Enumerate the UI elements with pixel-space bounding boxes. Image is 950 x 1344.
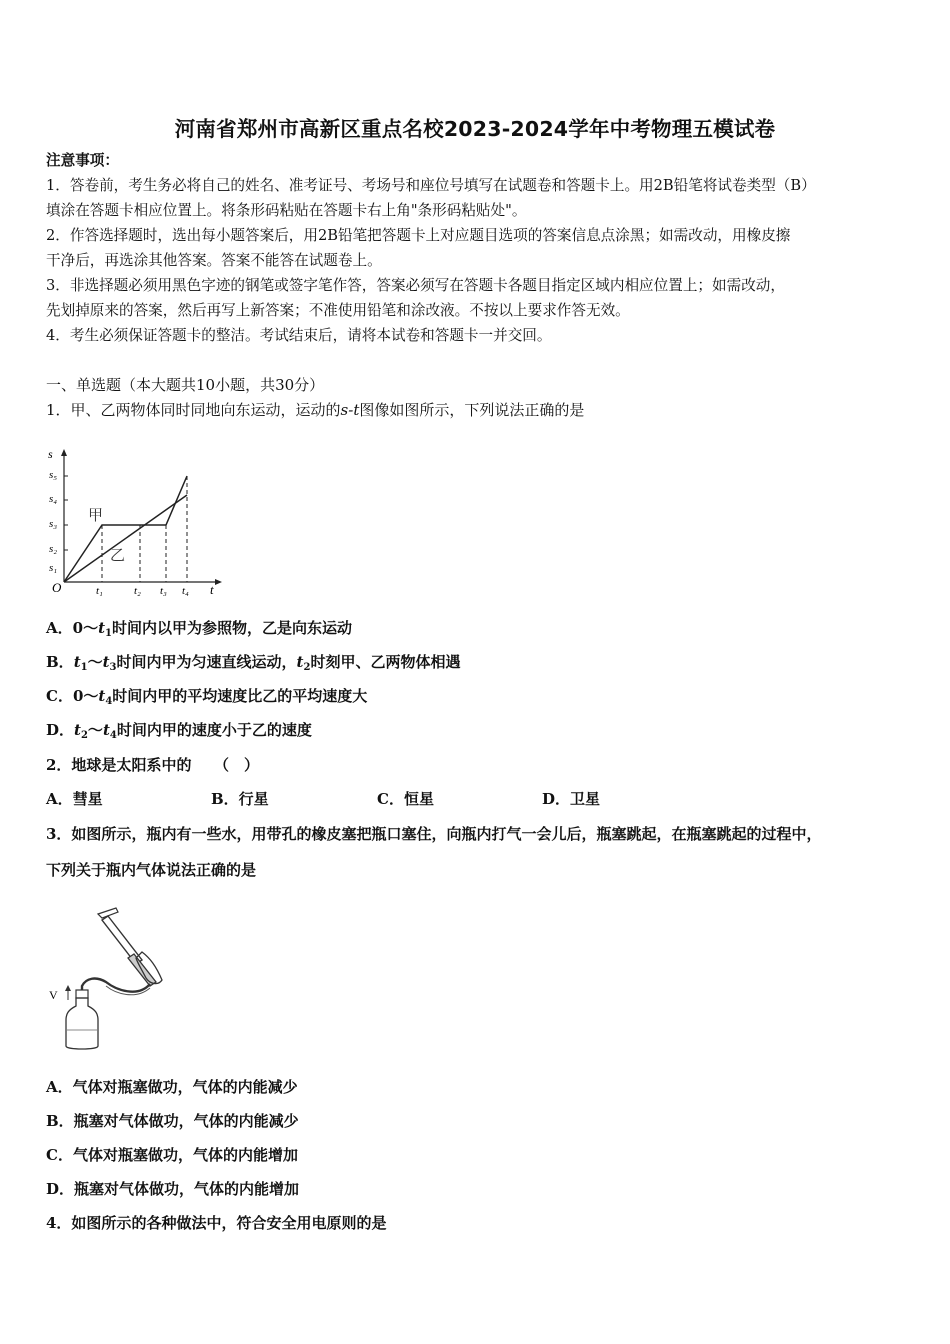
q2-option-b: B．行星 [211,790,269,808]
tick-t4: t₄ [182,585,189,596]
question-4-stem: 4．如图所示的各种做法中，符合安全用电原则的是 [46,1214,387,1232]
question-2-stem: 2．地球是太阳系中的 （ ） [46,756,259,774]
opt-b-post: 时刻甲、乙两物体相遇 [310,653,461,671]
figure-label-v: V [49,988,58,1002]
notice-line: 4．考生必须保证答题卡的整洁。考试结束后，请将本试卷和答题卡一并交回。 [46,327,552,344]
notice-line: 3．非选择题必须用黑色字迹的钢笔或签字笔作答，答案必须写在答题卡各题目指定区域内相应位置上；如需改动， [46,277,785,294]
q1-option-c [46,685,367,707]
opt-c-sub: 4 [105,696,113,707]
opt-b-pre: B． [46,653,74,671]
q1-var: s-t [340,401,360,419]
q2-option-c: C．恒星 [377,790,434,808]
opt-b-sub3: 2 [303,662,311,673]
opt-b-mid2: 时间内甲为匀速直线运动， [116,653,297,671]
origin-label: O [52,580,62,595]
q1-option-b [46,651,460,673]
opt-d-pre: D． [46,721,75,739]
line-jia [64,476,187,582]
opt-c-t: t [98,687,106,705]
opt-c-post: 时间内甲的平均速度比乙的平均速度大 [112,687,368,705]
q1-prefix: 1．甲、乙两物体同时同地向东运动，运动的 [46,401,341,419]
line-yi [64,495,187,582]
q2-option-a: A．彗星 [46,790,103,808]
q1-option-a [46,617,352,639]
axis-label-s: s [48,448,53,461]
opt-d-t2: t [102,721,110,739]
q3-option-a: A．气体对瓶塞做功，气体的内能减少 [46,1078,298,1096]
opt-b-mid1: ～ [87,653,103,671]
q3-option-b: B．瓶塞对气体做功，气体的内能减少 [46,1112,299,1130]
q2-option-d: D．卫星 [542,790,601,808]
opt-d-mid: ～ [87,721,103,739]
axis-label-t: t [210,582,214,596]
q3-option-c: C．气体对瓶塞做功，气体的内能增加 [46,1146,298,1164]
q1-suffix: 图像如图所示，下列说法正确的是 [359,401,585,419]
q3-option-d: D．瓶塞对气体做功，气体的内能增加 [46,1180,300,1198]
tick-t1: t₁ [96,585,103,596]
question-3-stem-line2: 下列关于瓶内气体说法正确的是 [46,861,257,879]
tick-s2: s₂ [49,543,58,555]
question-3-stem-line1: 3．如图所示，瓶内有一些水，用带孔的橡皮塞把瓶口塞住，向瓶内打气一会儿后，瓶塞跳起，在瓶塞跳起的过程中， [46,825,822,843]
opt-b-sub1: 1 [80,662,88,673]
opt-a-pre: A．0～ [46,619,99,637]
section-heading: 一、单选题（本大题共10小题，共30分） [46,376,325,394]
notice-line: 干净后，再选涂其他答案。答案不能答在试题卷上。 [46,252,382,269]
opt-c-pre: C．0～ [46,687,99,705]
opt-d-post: 时间内甲的速度小于乙的速度 [116,721,312,739]
opt-b-t3: t [296,653,304,671]
page-title: 河南省郑州市高新区重点名校2023-2024学年中考物理五模试卷 [174,117,776,141]
opt-b-t2: t [102,653,110,671]
opt-d-sub2: 4 [109,730,117,741]
tick-s5: s₅ [49,469,58,481]
label-yi: 乙 [110,548,126,564]
tick-s3: s₃ [49,518,58,530]
notice-line: 1．答卷前，考生务必将自己的姓名、准考证号、考场号和座位号填写在试题卷和答题卡上。用2B铅笔将试卷类型（B） [46,177,816,194]
notice-line: 先划掉原来的答案，然后再写上新答案；不准使用铅笔和涂改液。不按以上要求作答无效。 [46,302,630,319]
q1-option-d [46,719,312,741]
opt-b-sub2: 3 [109,662,117,673]
opt-a-sub: 1 [105,628,112,639]
opt-d-sub1: 2 [80,730,88,741]
tick-t2: t₂ [134,585,141,596]
opt-a-post: 时间内以甲为参照物，乙是向东运动 [111,619,352,637]
question-1-stem [46,399,584,421]
notice-heading: 注意事项： [46,152,119,169]
tick-s4: s₄ [49,493,58,505]
notice-line: 填涂在答题卡相应位置上。将条形码粘贴在答题卡右上角"条形码粘贴处"。 [46,202,527,219]
st-graph [44,448,224,596]
opt-a-t: t [98,619,106,637]
tick-t3: t₃ [160,585,167,596]
notice-line: 2．作答选择题时，选出每小题答案后，用2B铅笔把答题卡上对应题目选项的答案信息点涂黑；如需改动，用橡皮擦 [46,227,791,244]
opt-d-t1: t [74,721,81,739]
label-jia: 甲 [88,508,104,524]
opt-b-t1: t [73,653,81,671]
tick-s1: s₁ [49,562,58,574]
bottle-pump-figure [46,900,176,1056]
